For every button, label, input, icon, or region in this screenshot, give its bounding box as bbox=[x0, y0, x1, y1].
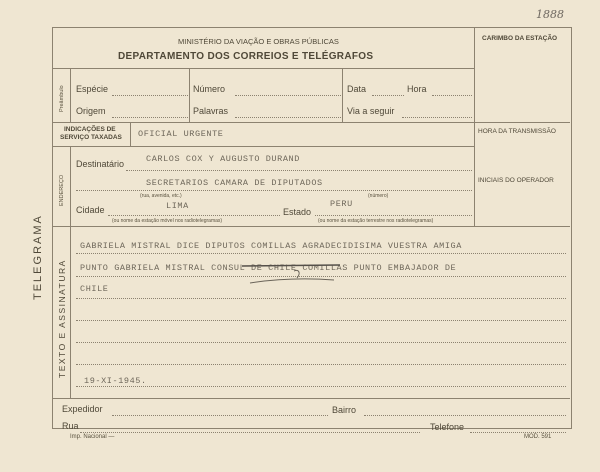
iniciais-operador-label: INICIAIS DO OPERADOR bbox=[478, 177, 554, 184]
numero-label: Número bbox=[193, 84, 226, 94]
pen-mark bbox=[236, 256, 348, 286]
preamble-side-label: Preâmbulo bbox=[59, 85, 65, 112]
form-frame bbox=[52, 27, 572, 429]
destinatario-label: Destinatário bbox=[76, 159, 125, 169]
street-note: (rua, avenida, etc.) bbox=[140, 193, 182, 199]
texto-assinatura-label: TEXTO E ASSINATURA bbox=[57, 259, 67, 378]
estado-label: Estado bbox=[283, 207, 312, 217]
bairro-label: Bairro bbox=[332, 405, 357, 415]
printer-note: Imp. Nacional — bbox=[70, 434, 115, 440]
cidade-note: (ou nome da estação móvel nos radiotelegramas) bbox=[112, 218, 223, 224]
indications-value: OFICIAL URGENTE bbox=[138, 129, 224, 139]
via-label: Via a seguir bbox=[347, 106, 395, 116]
department-title: DEPARTAMENTO DOS CORREIOS E TELÉGRAFOS bbox=[118, 51, 374, 62]
expedidor-label: Expedidor bbox=[62, 404, 103, 414]
number-note: (número) bbox=[368, 193, 389, 199]
handwritten-number: 1888 bbox=[536, 8, 564, 21]
hora-transmissao-label: HORA DA TRANSMISSÃO bbox=[478, 128, 556, 135]
telegrama-side-title: TELEGRAMA bbox=[32, 214, 44, 300]
message-line-2: PUNTO GABRIELA MISTRAL CONSUL DE CHILE COMILLAS PUNTO EMBAJADOR DE bbox=[80, 263, 457, 273]
estado-value: PERU bbox=[330, 199, 353, 209]
cidade-value: LIMA bbox=[166, 201, 189, 211]
message-line-1: GABRIELA MISTRAL DICE DIPUTOS COMILLAS AGRADECIDISIMA VUESTRA AMIGA bbox=[80, 241, 462, 251]
data-label: Data bbox=[347, 84, 367, 94]
message-line-3: CHILE bbox=[80, 284, 109, 294]
stamp-box-label: CARIMBO DA ESTAÇÃO bbox=[482, 35, 558, 42]
model-note: MOD. 591 bbox=[524, 434, 552, 440]
palavras-label: Palavras bbox=[193, 106, 229, 116]
hora-label: Hora bbox=[407, 84, 427, 94]
cidade-label: Cidade bbox=[76, 205, 105, 215]
destinatario-line2: SECRETARIOS CAMARA DE DIPUTADOS bbox=[146, 178, 323, 188]
indications-label-1: INDICAÇÕES DE bbox=[64, 126, 116, 133]
message-date: 19-XI-1945. bbox=[84, 376, 147, 386]
rua-label: Rua bbox=[62, 421, 79, 431]
destinatario-line1: CARLOS COX Y AUGUSTO DURAND bbox=[146, 154, 300, 164]
ministry-title: MINISTÉRIO DA VIAÇÃO E OBRAS PÚBLICAS bbox=[178, 37, 339, 46]
especie-label: Espécie bbox=[76, 84, 109, 94]
estado-note: (ou nome da estação terrestre nos radiotelegramas) bbox=[318, 218, 434, 224]
indications-label-2: SERVIÇO TAXADAS bbox=[60, 134, 122, 141]
telefone-label: Telefone bbox=[430, 422, 465, 432]
address-side-label: ENDEREÇO bbox=[59, 174, 65, 206]
origem-label: Origem bbox=[76, 106, 106, 116]
